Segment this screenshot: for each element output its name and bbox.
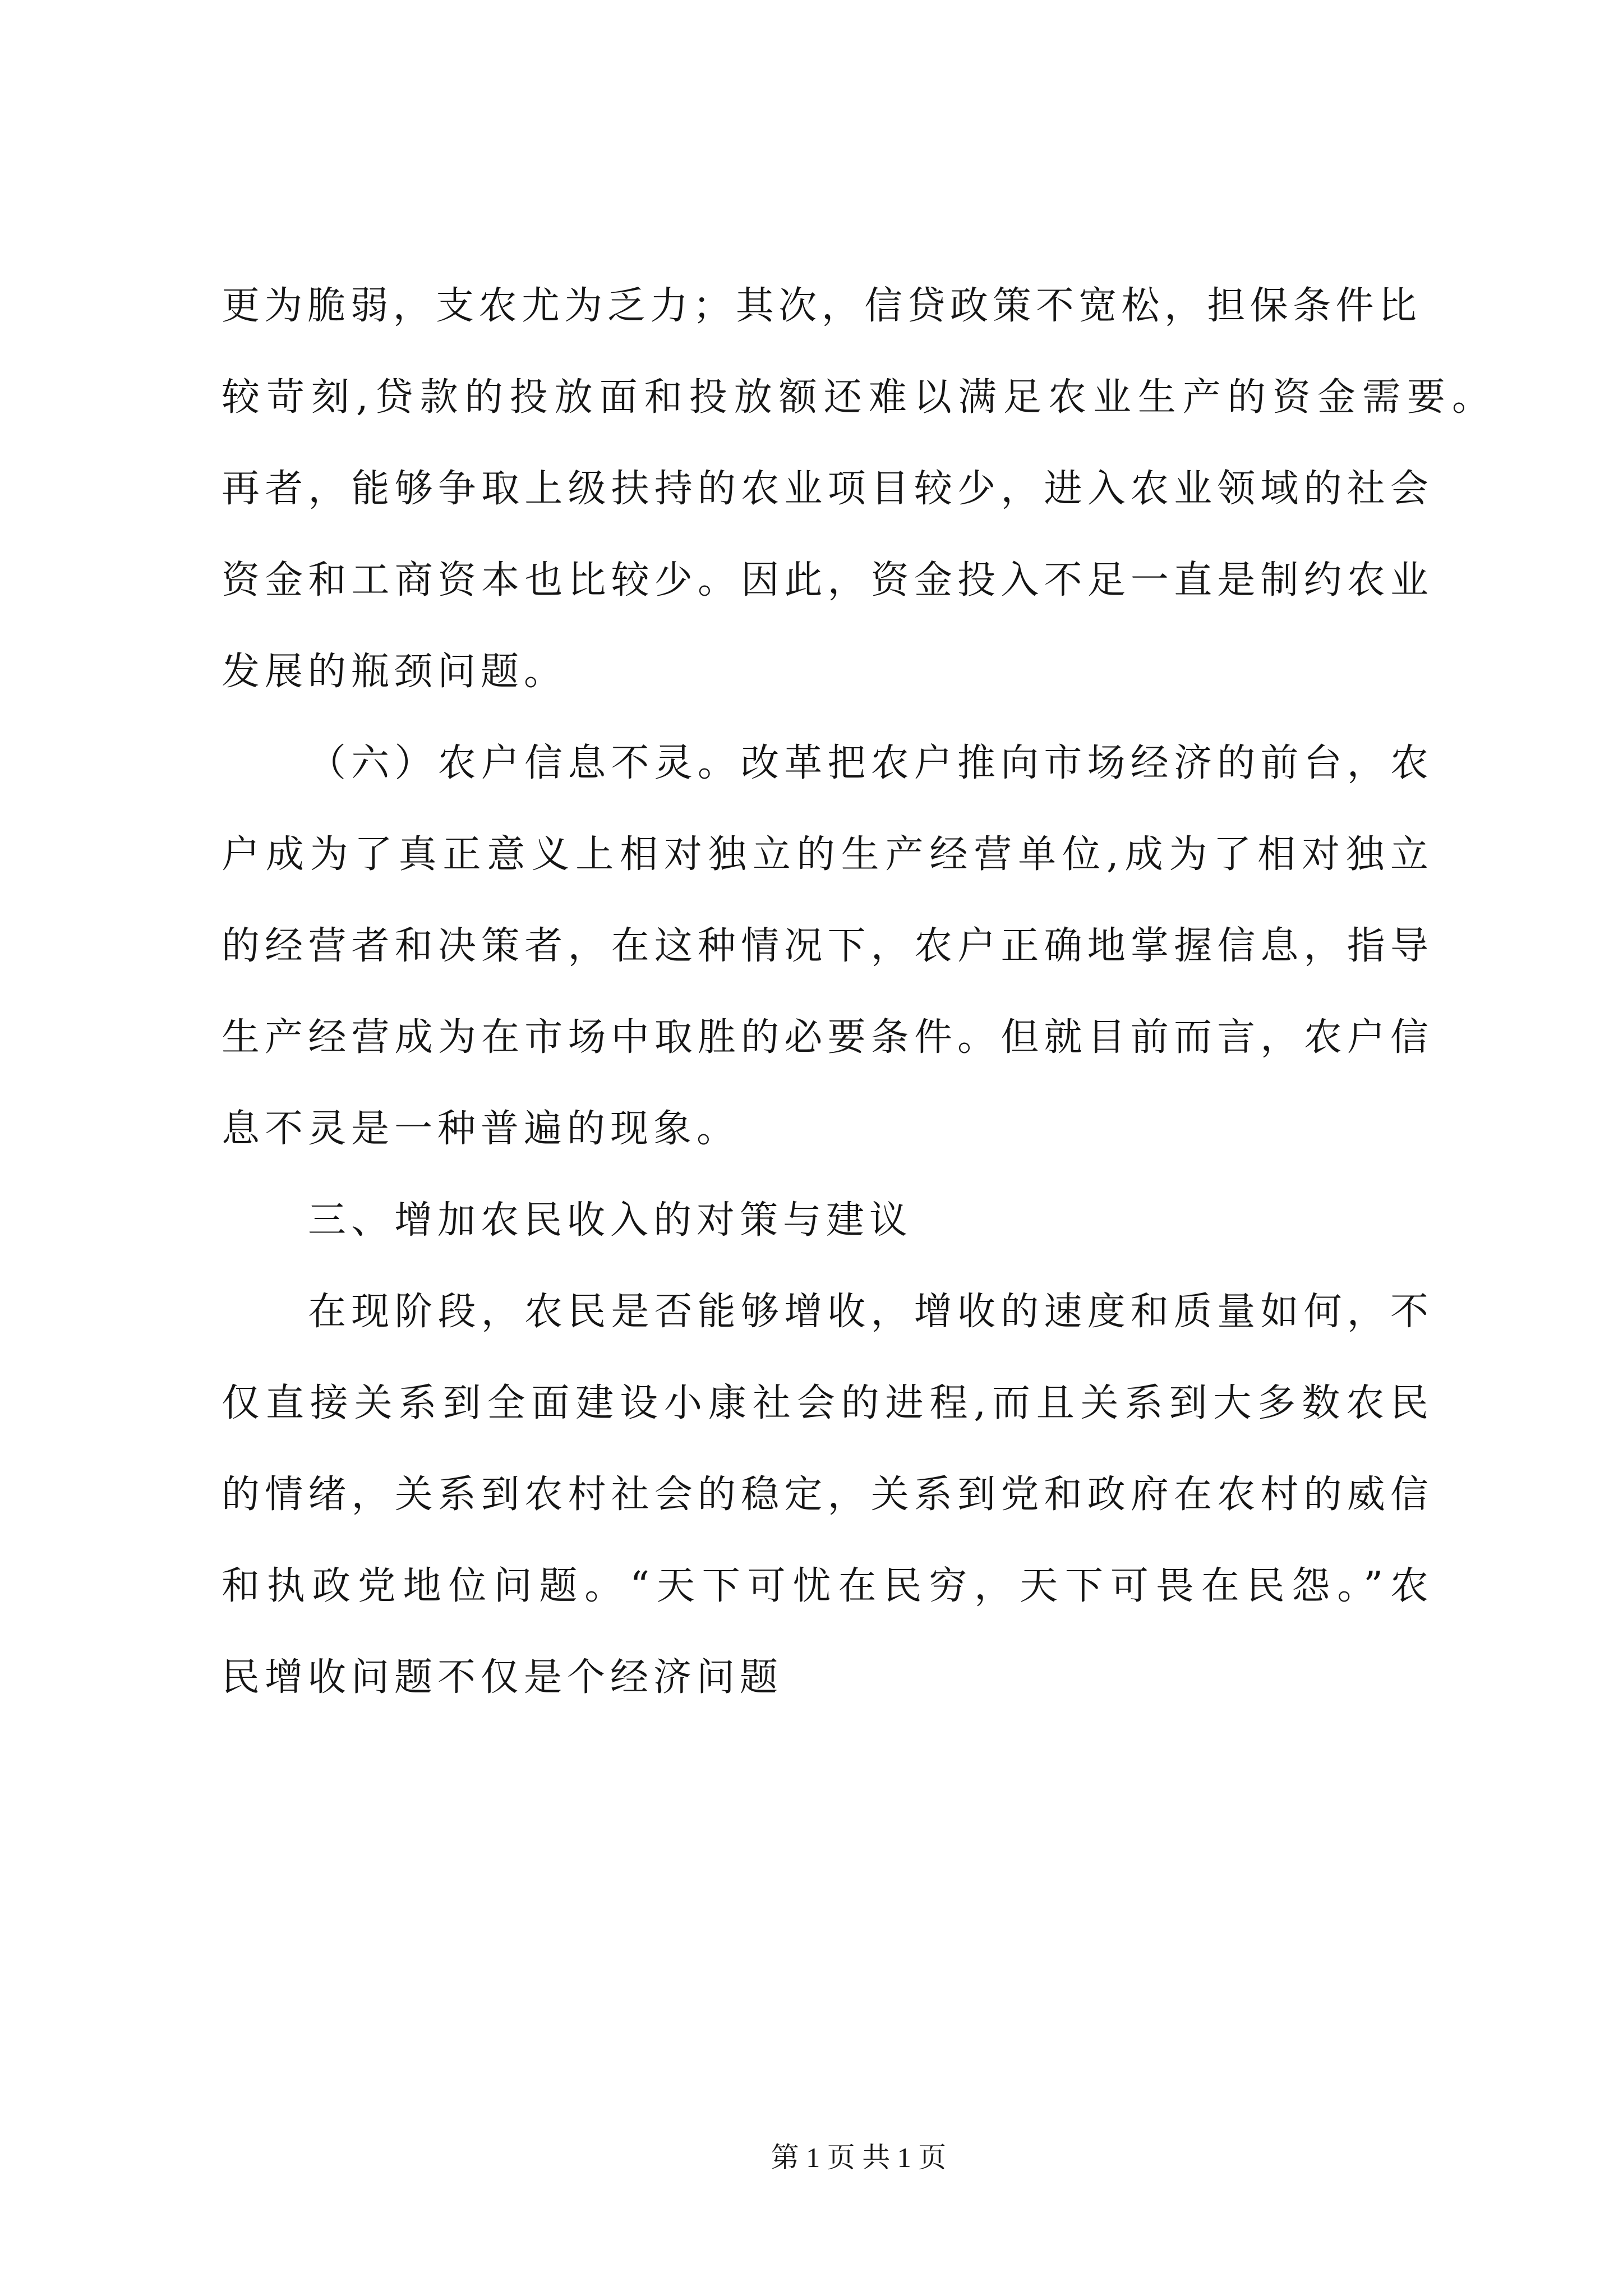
- page-number-footer: 第 1 页 共 1 页: [771, 2142, 947, 2173]
- text-line: 仅直接关系到全面建设小康社会的进程,而且关系到大多数农民: [222, 1381, 1428, 1425]
- text-line: 息不灵是一种普遍的现象。: [222, 1107, 740, 1151]
- text-line: 的情绪，关系到农村社会的稳定，关系到党和政府在农村的威信: [222, 1473, 1428, 1517]
- text-line: 较苛刻,贷款的投放面和投放额还难以满足农业生产的资金需要。: [222, 375, 1490, 420]
- text-line: 更为脆弱，支农尤为乏力；其次，信贷政策不宽松，担保条件比: [222, 284, 1417, 328]
- section-heading: [222, 1175, 1511, 1266]
- text-line: 生产经营成为在市场中取胜的必要条件。但就目前而言，农户信: [222, 1015, 1428, 1060]
- text-line: 户成为了真正意义上相对独立的生产经营单位,成为了相对独立: [222, 832, 1428, 877]
- paragraph-information-gap: [222, 717, 1511, 1175]
- text-line: 资金和工商资本也比较少。因此，资金投入不足一直是制约农业: [222, 558, 1428, 602]
- paragraph-funding-shortage: [222, 260, 1511, 717]
- text-line: 和执政党地位问题。“天下可忧在民穷，天下可畏在民怨。”农: [222, 1564, 1428, 1608]
- text-line: 再者，能够争取上级扶持的农业项目较少，进入农业领域的社会: [222, 467, 1428, 511]
- text-line: （六）农户信息不灵。改革把农户推向市场经济的前台，农: [308, 741, 1428, 785]
- text-line: 的经营者和决策者，在这种情况下，农户正确地掌握信息，指导: [222, 924, 1428, 968]
- text-line: 在现阶段，农民是否能够增收，增收的速度和质量如何，不: [308, 1290, 1428, 1334]
- document-body: [222, 260, 1511, 1723]
- section-heading-text: 三、增加农民收入的对策与建议: [308, 1198, 913, 1243]
- text-line: 民增收问题不仅是个经济问题: [222, 1655, 783, 1700]
- text-line: 发展的瓶颈问题。: [222, 650, 568, 694]
- paragraph-countermeasures: [222, 1266, 1511, 1723]
